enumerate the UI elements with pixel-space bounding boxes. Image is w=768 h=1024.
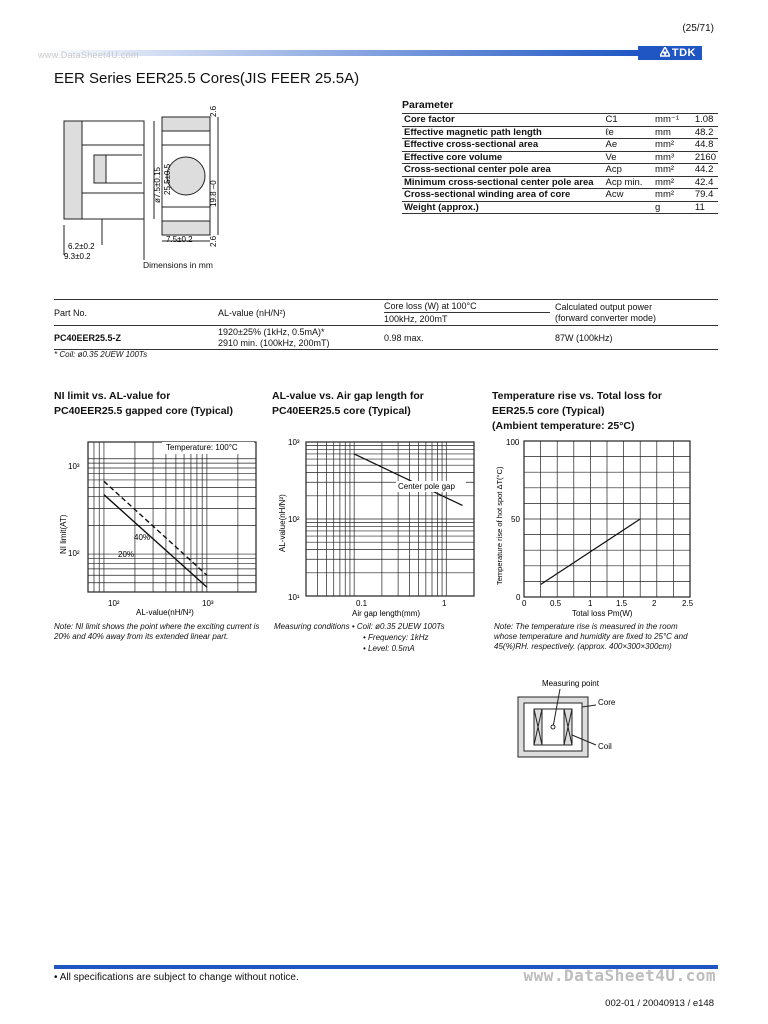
table-row xyxy=(402,151,718,164)
chart-al-note-2: • Frequency: 1kHz xyxy=(363,633,429,642)
param-name: Effective core volume xyxy=(402,151,603,164)
measuring-point-diagram xyxy=(510,675,630,780)
chart-al-note-3: • Level: 0.5mA xyxy=(363,644,415,653)
al-ylabel: AL-value(nH/N²) xyxy=(278,494,287,552)
param-symbol: C1 xyxy=(603,114,653,127)
part-table-top-rule xyxy=(54,299,718,300)
tdk-logo-text: TDK xyxy=(671,47,696,59)
table-row xyxy=(402,114,718,127)
page-title: EER Series EER25.5 Cores(JIS FEER 25.5A) xyxy=(54,70,360,87)
param-symbol: Ve xyxy=(603,151,653,164)
chart-ni-limit xyxy=(54,436,264,626)
ni-x-tick-1: 10³ xyxy=(202,599,214,608)
power-subheader: (forward converter mode) xyxy=(555,313,657,323)
dim-label-2: 25.5±0.5 xyxy=(163,163,172,195)
chart-temp-title-3: (Ambient temperature: 25°C) xyxy=(492,420,635,432)
tr-x-tick-0: 0 xyxy=(522,599,527,608)
coil-label: Coil xyxy=(598,742,612,751)
ni-label-20: 20% xyxy=(118,550,135,559)
chart-temp-title-1: Temperature rise vs. Total loss for xyxy=(492,390,662,402)
al-value-2: 2910 min. (100kHz, 200mT) xyxy=(218,338,330,348)
param-value: 48.2 xyxy=(693,126,718,139)
al-y-tick-1: 10² xyxy=(288,515,300,524)
param-unit: mm² xyxy=(653,176,693,189)
param-name: Core factor xyxy=(402,114,603,127)
al-header: AL-value (nH/N²) xyxy=(218,308,286,318)
param-unit: g xyxy=(653,201,693,214)
tr-y-tick-0: 100 xyxy=(506,438,520,447)
chart-ni-title-2: PC40EER25.5 gapped core (Typical) xyxy=(54,405,233,417)
page-number: (25/71) xyxy=(682,23,714,34)
parameter-heading: Parameter xyxy=(402,99,454,111)
ni-ylabel: NI limit(AT) xyxy=(59,514,68,554)
chart-ni-title-1: NI limit vs. AL-value for xyxy=(54,390,171,402)
param-name: Effective cross-sectional area xyxy=(402,139,603,152)
watermark-bottom: www.DataSheet4U.com xyxy=(523,966,716,985)
footer-note: • All specifications are subject to change without notice. xyxy=(54,972,299,983)
footer-code: 002-01 / 20040913 / e148 xyxy=(605,998,714,1009)
param-unit: mm² xyxy=(653,164,693,177)
measuring-point-label: Measuring point xyxy=(542,679,599,688)
ni-label-40: 40% xyxy=(134,533,151,542)
dim-label-5: 7.5±0.2 xyxy=(166,235,193,244)
param-name: Cross-sectional winding area of core xyxy=(402,189,603,202)
chart-temp-title-2: EER25.5 core (Typical) xyxy=(492,405,605,417)
dim-label-1: ø7.5±0.15 xyxy=(153,167,162,203)
param-name: Weight (approx.) xyxy=(402,201,603,214)
al-x-tick-0: 0.1 xyxy=(356,599,368,608)
part-footnote: * Coil: ø0.35 2UEW 100Ts xyxy=(54,350,148,359)
tr-y-tick-2: 0 xyxy=(516,593,521,602)
tr-xlabel: Total loss Pm(W) xyxy=(572,609,633,618)
loss-header: Core loss (W) at 100°C xyxy=(384,301,477,311)
power-header: Calculated output power xyxy=(555,302,653,312)
ni-x-tick-0: 10² xyxy=(108,599,120,608)
dimensions-note: Dimensions in mm xyxy=(143,260,213,270)
chart-al-title-1: AL-value vs. Air gap length for xyxy=(272,390,424,402)
param-symbol: Acw xyxy=(603,189,653,202)
chart-ni-note: Note: NI limit shows the point where the exciting current is 20% and 40% away from its extended linear part. xyxy=(54,622,260,641)
tr-x-tick-2: 1 xyxy=(588,599,593,608)
al-curve-label: Center pole gap xyxy=(398,482,455,491)
part-header: Part No. xyxy=(54,308,88,318)
dim-label-6: 6.2±0.2 xyxy=(68,242,95,251)
tdk-emblem-icon xyxy=(660,47,670,57)
param-unit: mm² xyxy=(653,189,693,202)
ni-series-40pct xyxy=(104,481,207,575)
table-row xyxy=(402,126,718,139)
param-value: 42.4 xyxy=(693,176,718,189)
param-value: 44.2 xyxy=(693,164,718,177)
ni-y-tick-0: 10³ xyxy=(68,462,80,471)
tr-y-tick-1: 50 xyxy=(511,515,520,524)
param-value: 2160 xyxy=(694,151,716,163)
chart-al-title-2: PC40EER25.5 core (Typical) xyxy=(272,405,411,417)
tr-x-tick-3: 1.5 xyxy=(616,599,628,608)
param-unit: mm² xyxy=(653,139,693,152)
output-power-value: 87W (100kHz) xyxy=(555,333,613,343)
param-unit: mm⁻¹ xyxy=(653,114,693,127)
param-name: Minimum cross-sectional center pole area xyxy=(402,176,603,189)
part-number: PC40EER25.5-Z xyxy=(54,333,122,343)
table-row xyxy=(402,189,718,202)
al-xlabel: Air gap length(mm) xyxy=(352,609,421,618)
watermark-top: www.DataSheet4U.com xyxy=(38,50,139,60)
al-value-1: 1920±25% (1kHz, 0.5mA)* xyxy=(218,327,325,337)
ni-temp-label: Temperature: 100°C xyxy=(166,443,238,452)
param-symbol: Acp min. xyxy=(603,176,653,189)
dim-label-0: 2.6 xyxy=(209,105,218,117)
al-y-tick-0: 10³ xyxy=(288,438,300,447)
al-y-tick-2: 10¹ xyxy=(288,593,300,602)
chart-al-note-1: Measuring conditions • Coil: ø0.35 2UEW 100Ts xyxy=(274,622,445,631)
core-dimension-drawing xyxy=(54,95,234,275)
dim-label-4: 2.6 xyxy=(209,235,218,247)
param-symbol: Acp xyxy=(603,164,653,177)
dim-label-3: 19.8 –0 xyxy=(209,180,218,207)
chart-al-gap xyxy=(272,430,482,625)
tr-ylabel: Temperature rise of hot spot ΔT(°C) xyxy=(495,466,504,585)
param-unit: mm³ xyxy=(653,151,693,164)
param-symbol: Ae xyxy=(603,139,653,152)
param-value: 79.4 xyxy=(693,189,718,202)
param-value: 11 xyxy=(693,201,718,214)
chart-temp-note: Note: The temperature rise is measured in the room whose temperature and humidity are fixed to 25°C and 45(%)RH. respectively. (approx. 400×300×300cm) xyxy=(494,622,688,651)
param-symbol: ℓe xyxy=(603,126,653,139)
param-name: Effective magnetic path length xyxy=(402,126,603,139)
dim-label-7: 9.3±0.2 xyxy=(64,252,91,261)
param-value: 44.8 xyxy=(693,139,718,152)
param-name: Cross-sectional center pole area xyxy=(402,164,603,177)
al-x-tick-1: 1 xyxy=(442,599,447,608)
param-value: 1.08 xyxy=(693,114,718,127)
param-unit: mm xyxy=(653,126,693,139)
ni-xlabel: AL-value(nH/N²) xyxy=(136,608,194,617)
tr-x-tick-1: 0.5 xyxy=(550,599,562,608)
table-row xyxy=(402,139,718,152)
core-label: Core xyxy=(598,698,616,707)
tdk-logo xyxy=(660,47,696,59)
table-row xyxy=(402,164,718,177)
tr-x-tick-5: 2.5 xyxy=(682,599,694,608)
tr-x-tick-4: 2 xyxy=(652,599,657,608)
core-loss-value: 0.98 max. xyxy=(384,333,424,343)
parameter-table xyxy=(402,113,718,214)
ni-y-tick-1: 10² xyxy=(68,549,80,558)
param-symbol xyxy=(603,201,653,214)
table-row xyxy=(402,176,718,189)
loss-subheader: 100kHz, 200mT xyxy=(384,314,448,324)
chart-temp-rise xyxy=(486,433,706,623)
table-row xyxy=(402,201,718,214)
